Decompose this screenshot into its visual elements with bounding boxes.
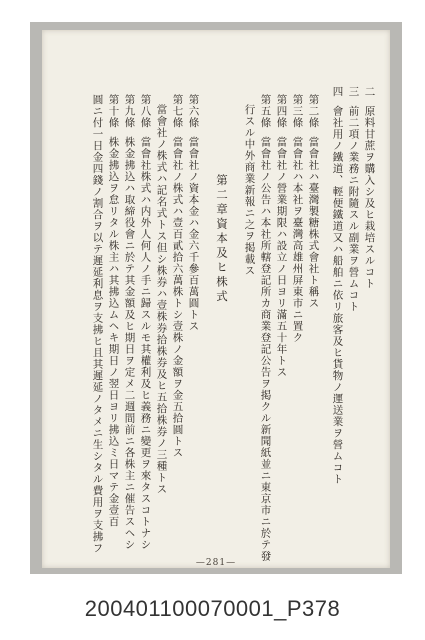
page-number: —281— [195,558,237,568]
article-text: 圓ニ付一日金四錢ノ割合ヲ以テ遲延利息ヲ支拂ヒ且其遲延ノタメニ生シタル費用ヲ支拂フ [91,94,104,554]
text-column [188,94,199,486]
text-column [332,86,343,486]
text-column [348,86,359,486]
article-label: 第九條 [123,94,136,129]
article-text: 原料甘蔗ヲ購入シ及ヒ栽培スルコト [363,105,376,290]
article-label: 四 [331,86,344,98]
article-text: 當會社ノ株式ハ記名式トス但シ株券ハ壹株券拾株券及ヒ五拾株券ノ三種トス [155,104,168,495]
text-column [276,94,287,486]
text-column [292,94,303,486]
text-column [244,104,255,486]
chapter-title: 資本及ヒ株式 [215,217,229,305]
text-column [123,94,136,551]
article-text: 當會社ノ營業期限ハ設立ノ日ヨリ滿五十年トス [275,136,288,378]
article-text: 行スル中外商業新報ニ之ヲ掲載ス [243,104,256,277]
article-label: 第二條 [307,94,320,129]
article-label: 第十條 [107,94,120,129]
article-label: 二 [363,86,376,98]
chapter-number: 第二章 [215,174,229,218]
article-text: 株金拂込ヲ怠リタル株主ハ其拂込ムヘキ期日ノ翌日ヨリ拂込ミ日マテ金壹百 [107,136,120,528]
article-text: 株金拂込ハ取締役會ニ於テ其金額及ヒ期日ヲ定メ二週間前ニ各株主ニ催告スヘシ [123,136,136,551]
article-text: 當會社ノ資本金ハ金六千參百萬圓トス [187,136,200,332]
article-text: 當會社ハ本社ヲ臺灣高雄州屏東市ニ置ク [291,136,304,344]
article-label: 第五條 [259,94,272,129]
text-column [139,94,152,551]
text-column [308,94,319,486]
article-text: 前二項ノ業務ニ附隨スル副業ヲ營ムコト [347,105,360,313]
document-page [42,30,390,568]
article-text: 當會社ハ臺灣製糖株式會社ト稱ス [307,136,320,309]
chapter-heading [214,174,230,305]
article-text: 會社用ノ鐵道、輕便鐵道又ハ船舶ニ依リ旅客及ヒ貨物ノ運送業ヲ營ムコト [331,105,344,485]
article-text: 當會社ノ公告ハ本社所轄登記所カ商業登記公告ヲ掲クル新聞紙並ニ東京市ニ於テ發 [259,136,272,562]
image-caption: 200401100070001_P378 [84,596,341,621]
article-label: 第四條 [275,94,288,129]
text-column [155,104,168,495]
article-label: 第八條 [139,94,152,129]
text-column [91,94,104,554]
text-column [259,94,272,562]
text-column [107,94,120,528]
article-label: 第六條 [187,94,200,129]
article-text: 當會社ノ株式ハ壹百貳拾六萬株トシ壹株ノ金額ヲ金五拾圓トス [171,136,184,459]
article-text: 當會社株式ハ内外人何人ノ手ニ歸スルモ其權利及ヒ義務ニ變更ヲ來タスコトナシ [139,136,152,551]
article-label: 第七條 [171,94,184,129]
text-column [172,94,183,486]
text-column [364,86,375,486]
article-label: 第三條 [291,94,304,129]
article-label: 三 [347,86,360,98]
